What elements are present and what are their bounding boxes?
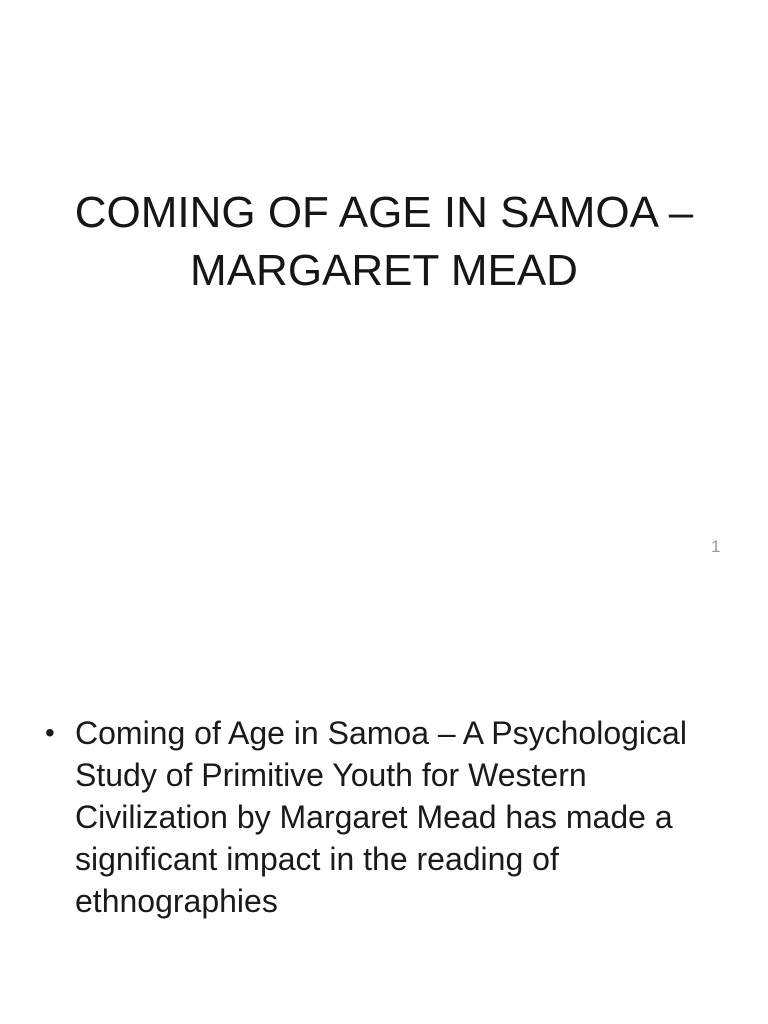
body-line-3: Civilization by Margaret Mead has made a xyxy=(75,799,673,835)
body-line-1: Coming of Age in Samoa – A Psychological xyxy=(75,715,687,751)
slide-title-line-1: COMING OF AGE IN SAMOA – xyxy=(74,188,694,237)
body-line-2: Study of Primitive Youth for Western xyxy=(75,757,587,793)
bullet-paragraph xyxy=(45,712,687,922)
bullet-icon: • xyxy=(45,717,55,748)
slide-title-line-2: MARGARET MEAD xyxy=(190,246,578,295)
body-line-5: ethnographies xyxy=(75,883,278,919)
slide-title xyxy=(0,184,768,300)
bullet-paragraph-text xyxy=(75,712,687,922)
body-line-4: significant impact in the reading of xyxy=(75,841,559,877)
slide-page-number: 1 xyxy=(711,537,721,556)
